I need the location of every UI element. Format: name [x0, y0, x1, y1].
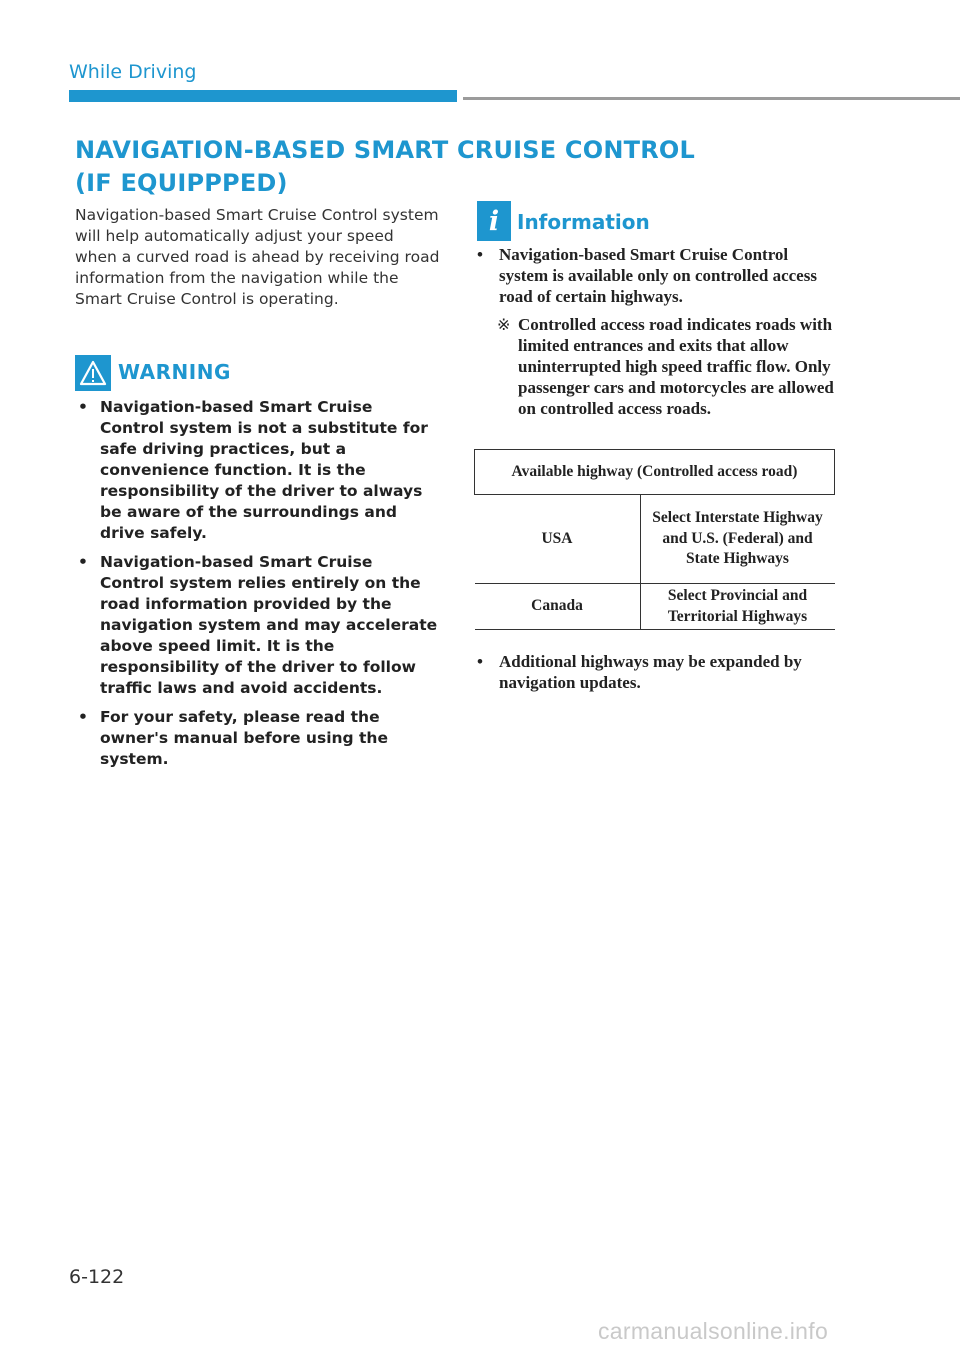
page-title [75, 134, 775, 200]
table-cell-country: USA [475, 495, 641, 584]
page-title-line2: (IF EQUIPPPED) [75, 169, 288, 197]
table-header-row [475, 450, 835, 495]
section-label: While Driving [69, 61, 197, 83]
intro-paragraph: Navigation-based Smart Cruise Control system will help automatically adjust your speed when a curved road is ahead by receiving road information from the navigation while the Smart Cruise Control is operating. [75, 206, 440, 308]
page-number: 6-122 [69, 1266, 125, 1288]
table-cell-highways: Select Interstate Highway and U.S. (Federal) and State Highways [640, 495, 835, 584]
information-header [477, 201, 837, 241]
information-title: Information [517, 210, 650, 234]
header-rule-blue [69, 90, 457, 102]
table-row [475, 495, 835, 584]
controlled-access-note [497, 314, 837, 419]
warning-item: • For your safety, please read the owner's manual before using the system. [75, 707, 440, 770]
bullet-icon: • [477, 652, 483, 671]
table-cell-highways: Select Provincial and Territorial Highways [640, 584, 835, 630]
footer-site-link[interactable]: carmanualsonline.info [598, 1318, 829, 1344]
header-rule-gray [463, 97, 960, 100]
info-bullet-availability [477, 244, 839, 307]
info-bullet-expansion [477, 651, 839, 693]
note-text: Controlled access road indicates roads with limited entrances and exits that allow uninterrupted high speed traffic flow. Only passenger cars and motorcycles are allowed on controlled access roads. [518, 315, 834, 418]
bullet-icon: • [477, 245, 483, 264]
table-cell-country: Canada [475, 584, 641, 630]
info-icon: i [477, 201, 511, 241]
note-mark: ※ [497, 315, 511, 334]
page-title-line1: NAVIGATION-BASED SMART CRUISE CONTROL [75, 136, 695, 164]
warning-list [75, 397, 440, 778]
highway-table [474, 449, 835, 630]
warning-item: • Navigation-based Smart Cruise Control system relies entirely on the road information provided by the navigation system and may accelerate above speed limit. It is the responsibility of the driver to follow traffic laws and avoid accidents. [75, 552, 440, 699]
table-header-cell: Available highway (Controlled access road) [475, 450, 835, 495]
info-bullet-text: Navigation-based Smart Cruise Control system is available only on controlled access road of certain highways. [499, 245, 817, 306]
info-bullet-text: Additional highways may be expanded by navigation updates. [499, 652, 802, 692]
warning-header [75, 355, 435, 391]
warning-item: • Navigation-based Smart Cruise Control system is not a substitute for safe driving practices, but a convenience function. It is the responsibility of the driver to always be aware of the surroundings and drive safely. [75, 397, 440, 544]
warning-triangle-icon [75, 355, 111, 391]
table-row [475, 584, 835, 630]
warning-title: WARNING [118, 360, 231, 384]
